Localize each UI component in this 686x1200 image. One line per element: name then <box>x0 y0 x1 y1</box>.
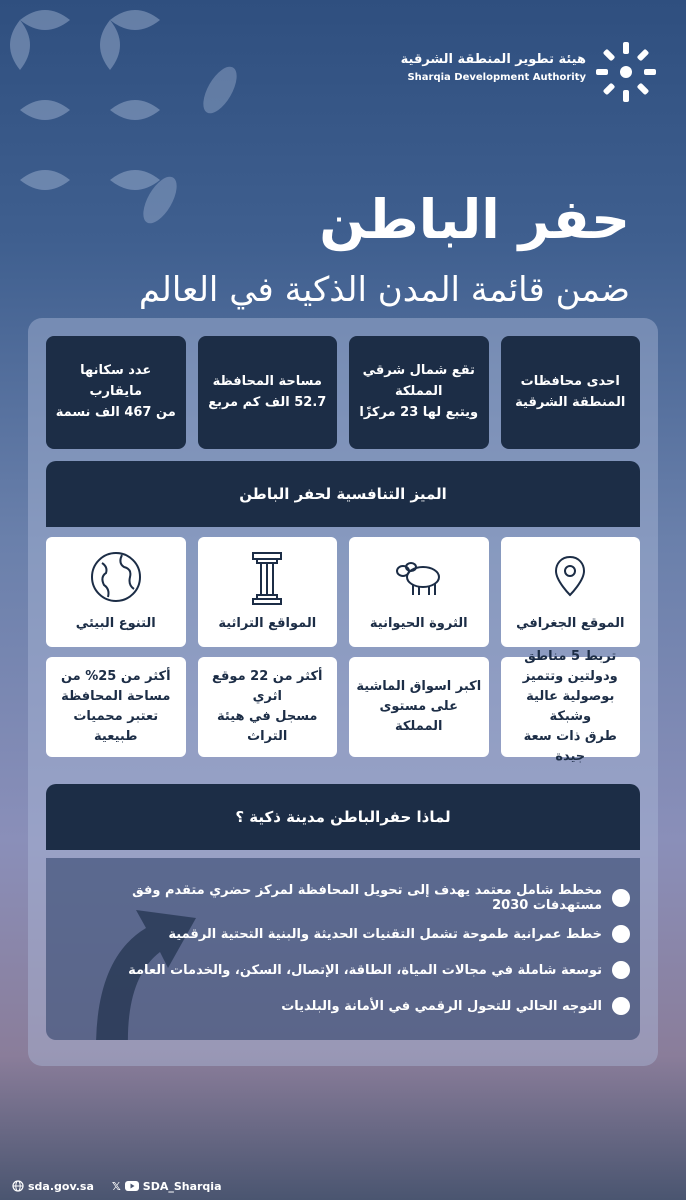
why-list <box>60 880 630 1024</box>
advantage-description: تربط 5 مناطق ودولتين وتتميز بوصولية عالية وشبكة طرق ذات سعة جيدة <box>501 657 641 757</box>
advantage-label: التنوع البيئي <box>75 616 156 631</box>
social-handle[interactable]: 𝕏 SDA_Sharqia <box>111 1179 222 1193</box>
leaf-decoration <box>140 170 180 230</box>
advantages-cards <box>46 537 640 647</box>
advantage-label: الثروة الحيوانية <box>369 616 468 631</box>
bullet-icon <box>612 997 630 1015</box>
sda-logo-icon <box>594 40 658 104</box>
facts-row <box>46 336 640 449</box>
youtube-icon <box>125 1181 139 1191</box>
advantage-card-livestock <box>349 537 489 647</box>
x-icon: 𝕏 <box>111 1179 121 1193</box>
why-heading: لماذا حفرالباطن مدينة ذكية ؟ <box>46 784 640 850</box>
bullet-icon <box>612 961 630 979</box>
page-subtitle: ضمن قائمة المدن الذكية في العالم <box>138 270 630 310</box>
fact-card: تقع شمال شرقي المملكة ويتبع لها 23 مركزًا <box>349 336 489 449</box>
globe-icon <box>88 549 144 605</box>
advantage-description: أكثر من 25% من مساحة المحافظة تعتبر محميات طبيعية <box>46 657 186 757</box>
globe-small-icon <box>12 1180 24 1192</box>
advantages-heading: الميز التنافسية لحفر الباطن <box>46 461 640 527</box>
leaf-decoration <box>200 60 240 120</box>
fact-card: احدى محافظات المنطقة الشرقية <box>501 336 641 449</box>
advantage-card-environment <box>46 537 186 647</box>
page-title: حفر الباطن <box>319 188 630 251</box>
org-name-english: Sharqia Development Authority <box>407 72 586 83</box>
sheep-icon <box>389 549 449 603</box>
list-item: التوجه الحالي للتحول الرقمي في الأمانة والبلديات <box>60 988 630 1024</box>
list-item: خطط عمرانية طموحة تشمل التقنيات الحديثة والبنية التحتية الرقمية <box>60 916 630 952</box>
list-item: مخطط شامل معتمد يهدف إلى تحويل المحافظة لمركز حضري متقدم وفق مستهدفات 2030 <box>60 880 630 916</box>
advantages-descriptions <box>46 648 640 765</box>
column-icon <box>247 549 287 607</box>
why-list-box <box>46 858 640 1040</box>
list-item: توسعة شاملة في مجالات المياة، الطاقة، الإتصال، السكن، والخدمات العامة <box>60 952 630 988</box>
fact-card: مساحة المحافظة 52.7 الف كم مربع <box>198 336 338 449</box>
advantage-description: اكبر اسواق الماشية على مستوى المملكة <box>349 657 489 757</box>
org-name-arabic: هيئة تطوير المنطقة الشرقية <box>400 52 586 67</box>
advantage-card-location <box>501 537 641 647</box>
advantage-label: المواقع التراثية <box>218 616 317 631</box>
bullet-icon <box>612 889 630 907</box>
geometric-pattern-decoration <box>0 0 250 240</box>
bullet-icon <box>612 925 630 943</box>
website-link[interactable]: sda.gov.sa <box>12 1180 94 1193</box>
advantage-card-heritage <box>198 537 338 647</box>
location-pin-icon <box>550 549 590 603</box>
fact-card: عدد سكانها مايقارب من 467 الف نسمة <box>46 336 186 449</box>
footer <box>0 1172 686 1200</box>
advantage-label: الموقع الجغرافي <box>516 616 625 631</box>
advantage-description: أكثر من 22 موقع اثري مسجل في هيئة التراث <box>198 657 338 757</box>
